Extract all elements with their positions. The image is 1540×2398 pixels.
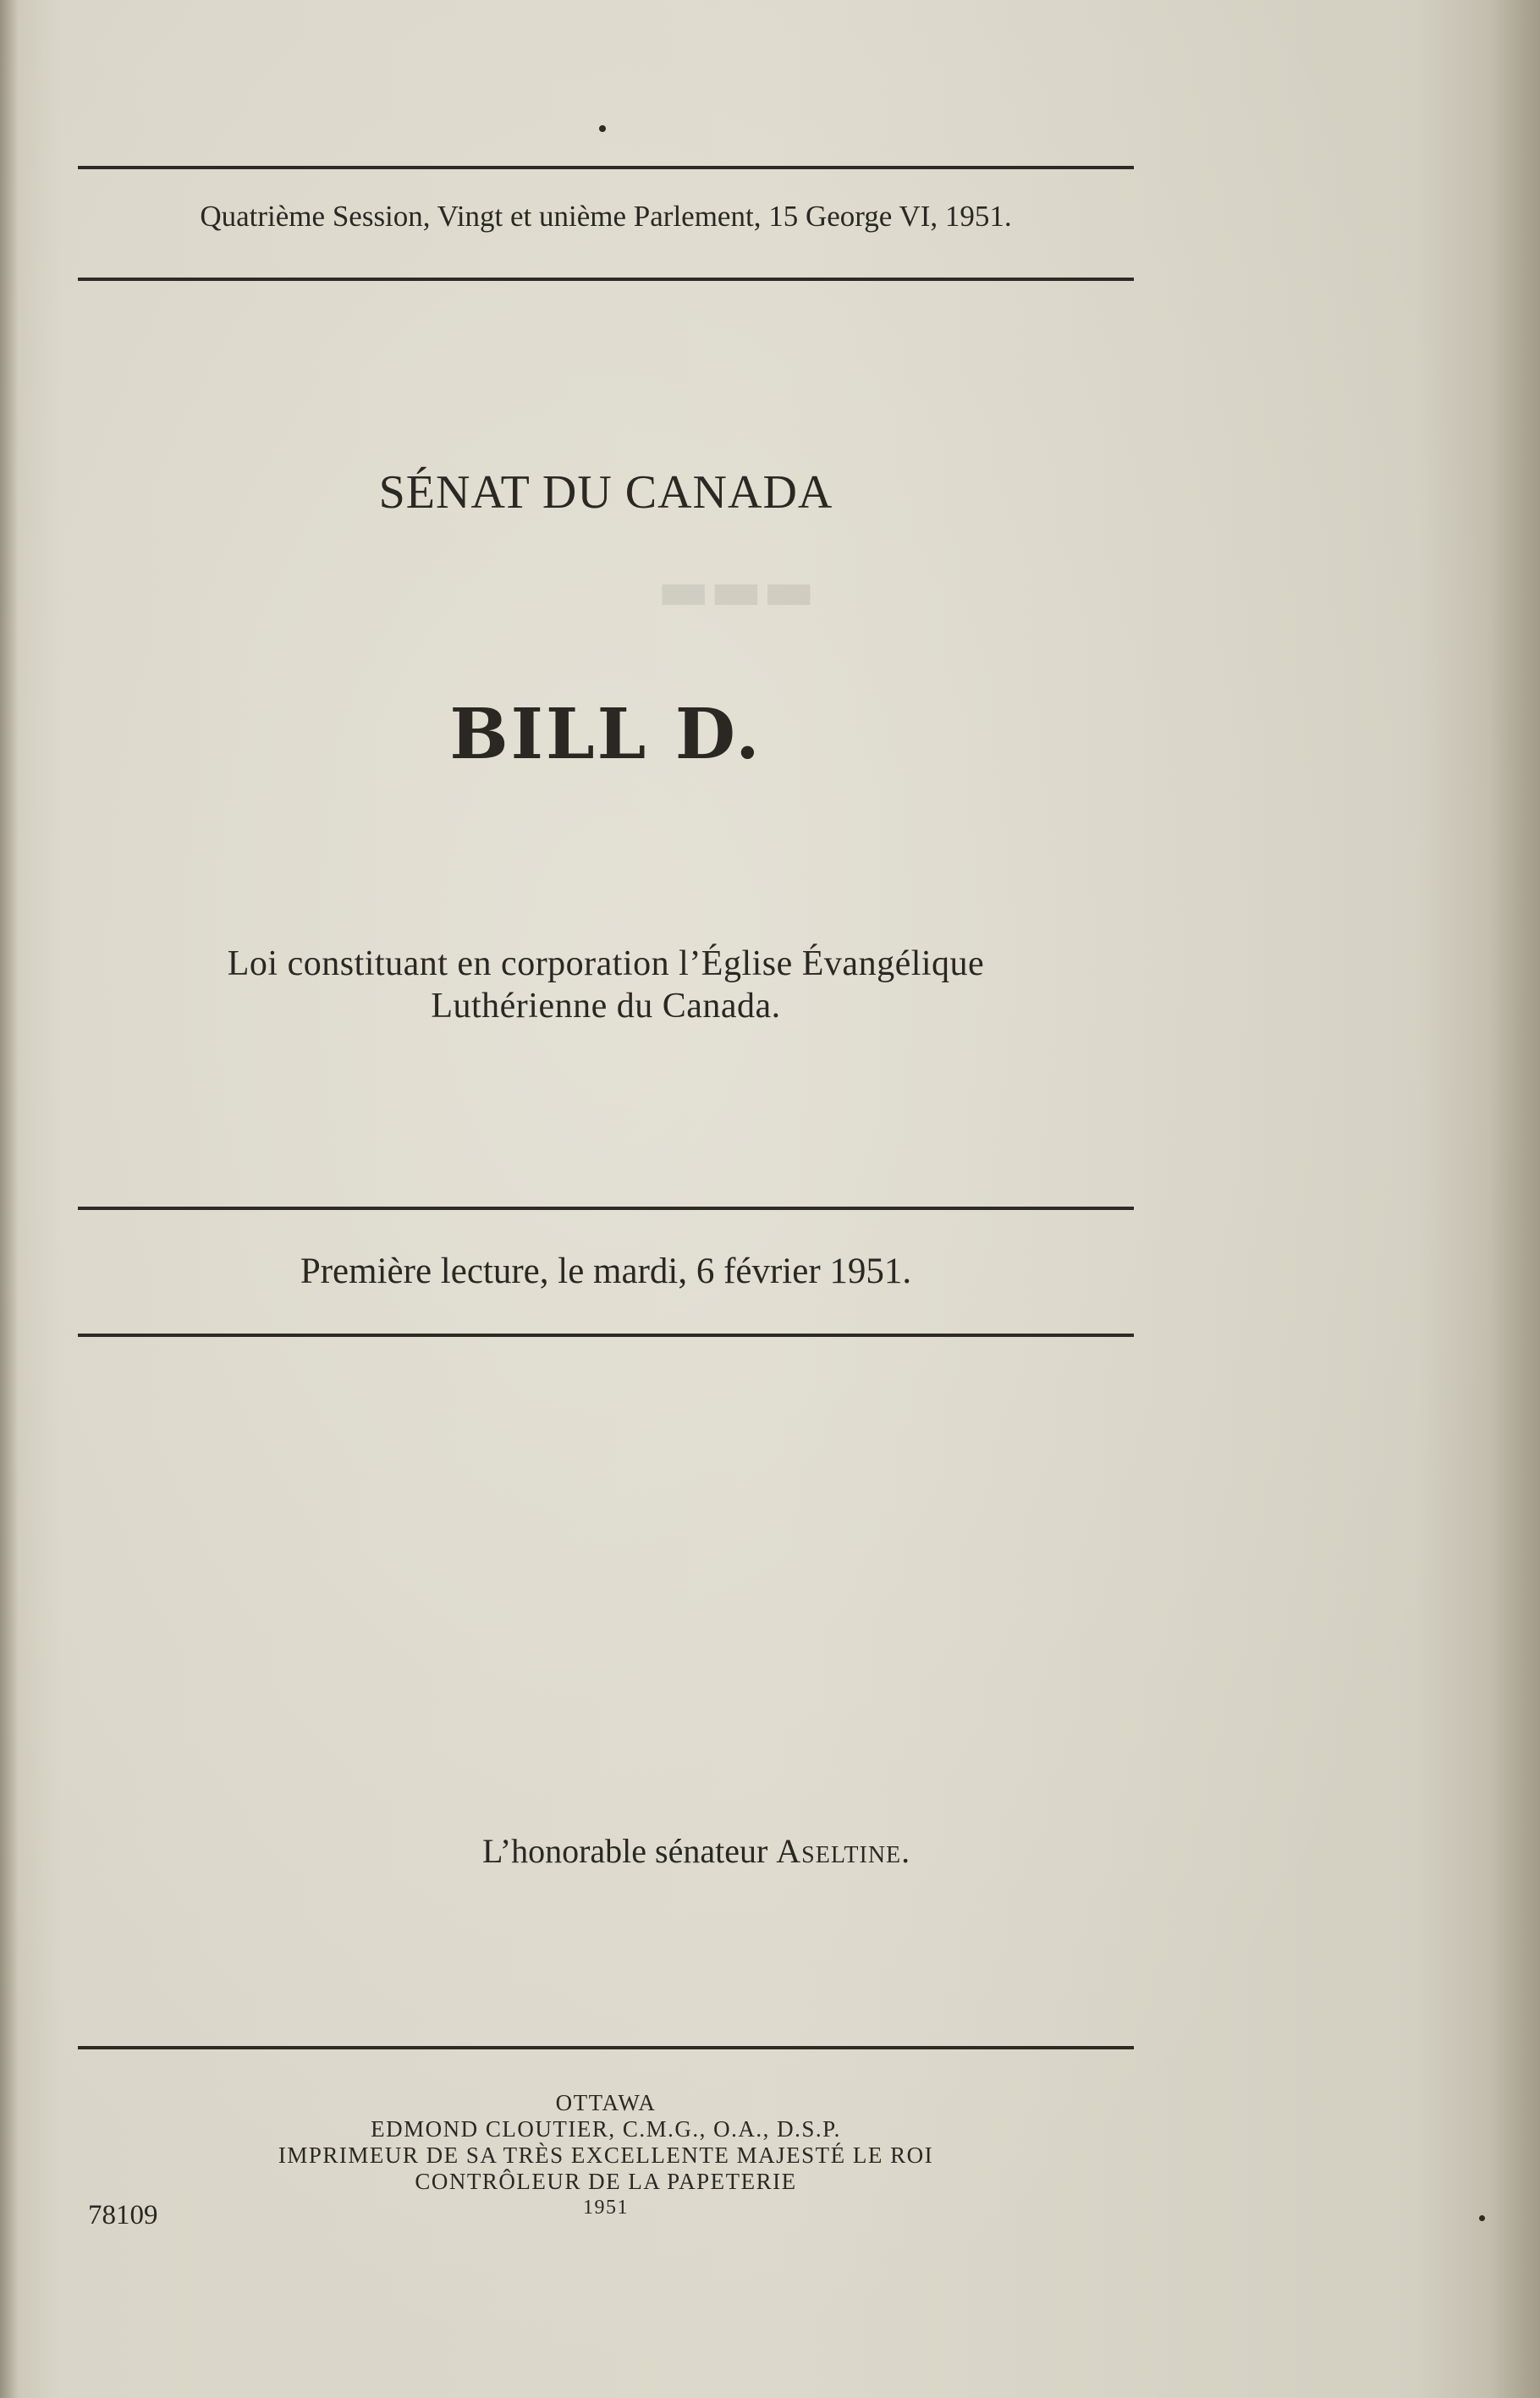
page-edge-shadow [1489,0,1540,2398]
sponsor-prefix: L’honorable sénateur [482,1832,777,1870]
bill-long-title-line-1: Loi constituant en corporation l’Église Évangélique [227,944,985,983]
session-bottom-rule [78,278,1134,281]
reading-bottom-rule [78,1334,1134,1337]
bill-long-title [78,943,1134,1027]
imprint-year: 1951 [583,2197,629,2219]
print-code: 78109 [88,2200,158,2230]
sponsor-name: Aseltine [776,1832,902,1870]
binding-shadow [0,0,19,2398]
sponsor-line [482,1831,910,1871]
imprint-printer: EDMOND CLOUTIER, C.M.G., O.A., D.S.P. [371,2116,841,2142]
chamber-heading: SÉNAT DU CANADA [378,466,833,519]
margin-dot-mark [1479,2215,1485,2221]
imprint-role-1: IMPRIMEUR DE SA TRÈS EXCELLENTE MAJESTÉ LE ROI [278,2142,934,2168]
imprint-block [78,2090,1134,2221]
imprint-role-2: CONTRÔLEUR DE LA PAPETERIE [415,2169,797,2194]
bill-long-title-line-2: Luthérienne du Canada. [431,987,781,1026]
first-reading-line: Première lecture, le mardi, 6 février 1951. [300,1251,912,1291]
top-rule [78,166,1134,169]
bleed-through-texture: ▬▬▬ [657,557,816,623]
imprint-city: OTTAWA [555,2090,657,2115]
sponsor-suffix: . [901,1832,910,1870]
bill-title: BILL D. [449,694,762,775]
session-line: Quatrième Session, Vingt et unième Parlement, 15 George VI, 1951. [200,200,1012,233]
footer-top-rule [78,2046,1134,2049]
reading-top-rule [78,1207,1134,1210]
print-dot-mark [599,125,606,132]
